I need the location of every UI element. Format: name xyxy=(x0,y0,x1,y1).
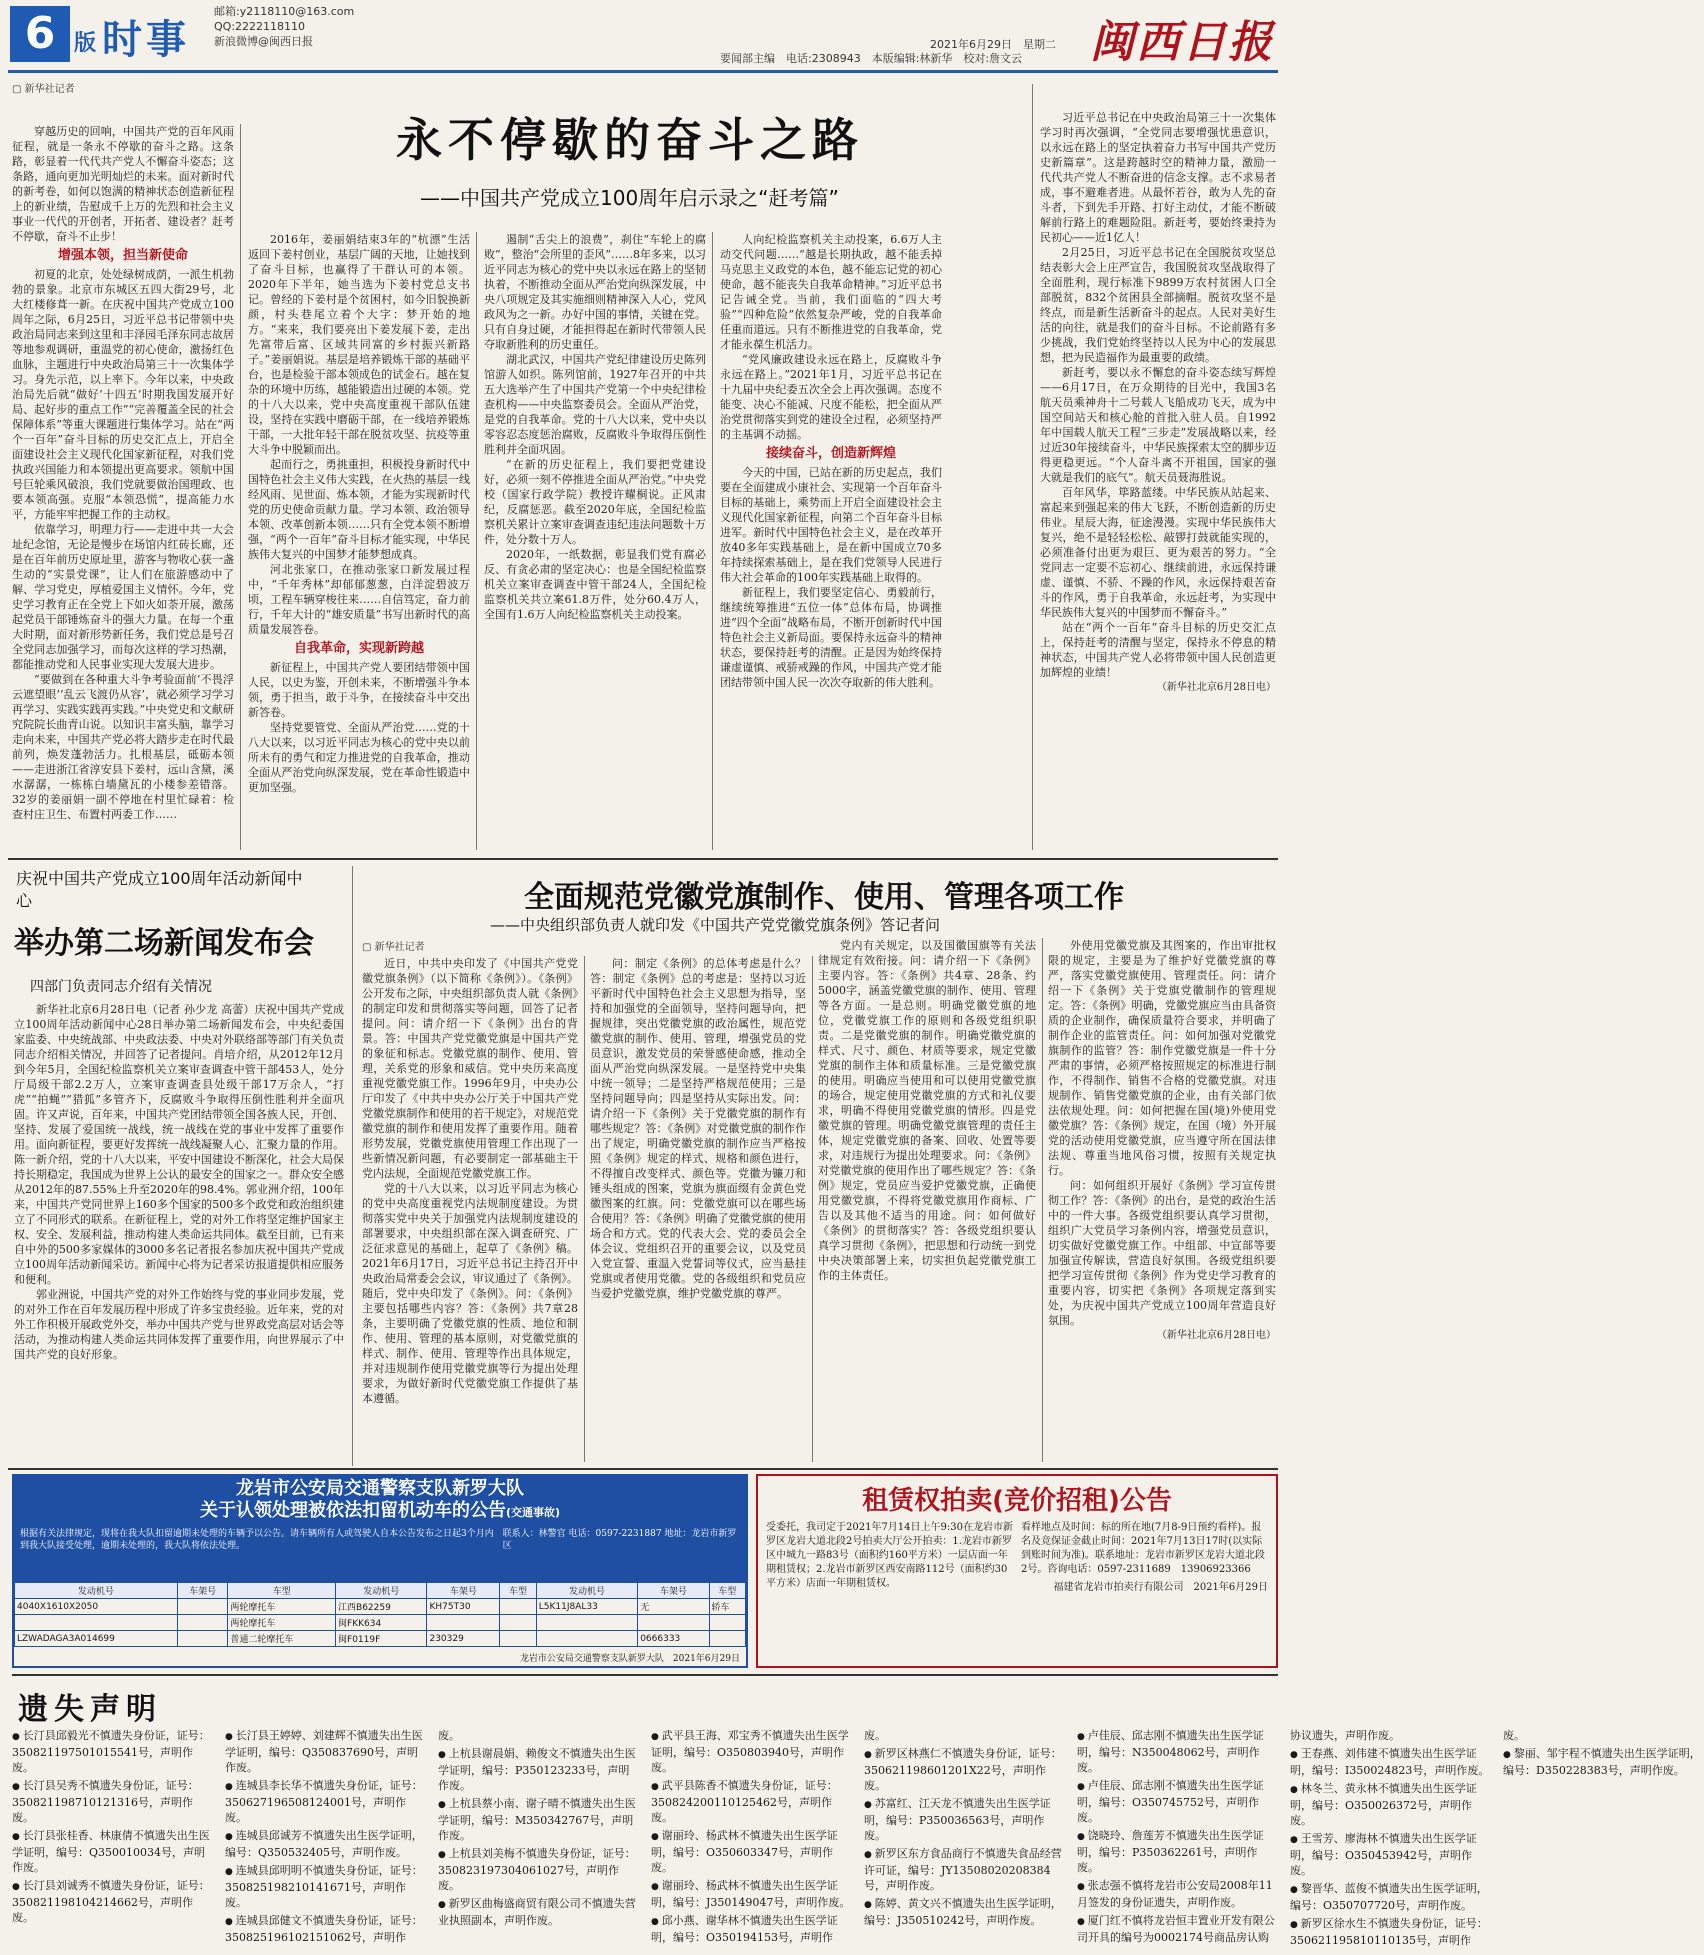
police-table-row xyxy=(15,1599,746,1615)
article1-col4 xyxy=(720,232,942,852)
police-table-header: 发动机号 xyxy=(15,1583,178,1599)
article1-para: 新赶考，要以永不懈怠的奋斗姿态续写辉煌——6月17日，在万众期待的目光中，我国3名航天员乘神舟十二号载人飞船成功飞天，成为中国空间站天和核心舱的首批入驻人员。自1992年中国载人航天工程“三步走”发展战略以来，经过近30年接续奋斗，中华民族探索太空的脚步迈得更稳更远。“个人奋斗离不开祖国，国家的强大就是我们的底气”。航天员聂海胜说。 xyxy=(1040,366,1276,484)
article1-para: 百年风华，筚路蓝缕。中华民族从站起来、富起来到强起来的伟大飞跃，不断创造新的历史伟业。星辰大海，征途漫漫。实现中华民族伟大复兴，绝不是轻轻松松、敲锣打鼓就能实现的，必须准备付出更为艰巨、更为艰苦的努力。“全党同志一定要不忘初心、继续前进，永远保持谦虚、谨慎、不骄、不躁的作风，永远保持艰苦奋斗的作风，勇于自我革命，永远赶考，为实现中华民族伟大复兴的中国梦而不懈奋斗。” xyxy=(1040,486,1276,619)
article2-para: 郭业洲说，中国共产党的对外工作始终与党的事业同步发展，党的对外工作在百年发展历程中形成了许多宝贵经验。近年来，党的对外工作积极开展政党外交，举办中国共产党与世界政党高层对话会等活动，为推动构建人类命运共同体发挥了重要作用，向世界展示了中国共产党的良好形象。 xyxy=(14,1288,344,1361)
police-table-cell xyxy=(177,1615,228,1631)
article1-para: 站在“两个一百年”奋斗目标的历史交汇点上，保持赶考的清醒与坚定，保持永不停息的精神状态，中国共产党人必将带领中国人民创造更加辉煌的业绩！ xyxy=(1040,621,1276,679)
police-intro: 根据有关法律规定，现将在我大队扣留逾期未处理的车辆予以公告。请车辆所有人或驾驶人自本公告发布之日起3个月内到我大队接受处理，逾期未处理的，我大队将依法处理。 xyxy=(20,1529,494,1551)
police-table-cell: L5K11J8AL33 xyxy=(536,1599,637,1615)
article1-para: 今天的中国，已站在新的历史起点，我们要在全面建成小康社会、实现第一个百年奋斗目标的基础上，乘势而上开启全面建设社会主义现代化国家新征程，向第二个百年奋斗目标进军。新时代中国特色社会主义，是在改革开放40多年实践基础上，是在新中国成立70多年持续探索基础上，是在我们党领导人民进行伟大社会革命的100年实践基础上取得的。 xyxy=(720,466,942,584)
police-footer: 龙岩市公安局交通警察支队新罗大队 2021年6月29日 xyxy=(519,1654,740,1664)
article3-para: 问：如何组织开展好《条例》学习宣传贯彻工作？答：《条例》的出台，是党的政治生活中的一件大事。各级党组织要认真学习贯彻，组织广大党员学习条例内容，增强党员意识，切实做好党徽党旗工作。中组部、中宣部等要加强宣传解读，营造良好氛围。各级党组织要把学习宣传贯彻《条例》作为党史学习教育的重要内容，切实把《条例》各项规定落到实处，为庆祝中国共产党成立100周年营造良好氛围。 xyxy=(1048,1179,1276,1327)
article1-para: 2月25日，习近平总书记在全国脱贫攻坚总结表彰大会上庄严宣告，我国脱贫攻坚战取得了全面胜利，现行标准下9899万农村贫困人口全部脱贫，832个贫困县全部摘帽。脱贫攻坚不是终点，而是新生活新奋斗的起点。人民对美好生活的向往，就是我们的奋斗目标。不论前路有多少挑战，我们党始终坚持以人民为中心的发展思想，把为民造福作为最重要的政绩。 xyxy=(1040,246,1276,364)
article1-title: 永不停歇的奋斗之路 xyxy=(396,113,864,167)
article3-para: 党的十八大以来，以习近平同志为核心的党中央高度重视党内法规制度建设。为贯彻落实党中央关于加强党内法规制度建设的部署要求，中央组织部在深入调查研究、广泛征求意见的基础上，起草了《条例》稿。2021年6月17日，习近平总书记主持召开中央政治局常委会会议，审议通过了《条例》。随后，党中央印发了《条例》。问：《条例》主要包括哪些内容？答：《条例》共7章28条，主要明确了党徽党旗的性质、地位和制作、使用、管理的基本原则，对党徽党旗的样式、制作、使用、管理等作出具体规定，并对违规制作使用党徽党旗等行为提出处理要求，为做好新时代党徽党旗工作提供了基本遵循。 xyxy=(362,1182,578,1405)
article2-kicker: 庆祝中国共产党成立100周年活动新闻中心 xyxy=(16,869,303,910)
lost-item: ● 卢佳辰、邱志刚不慎遗失出生医学证明，编号：N350048062号，声明作废。 xyxy=(1077,1728,1278,1775)
police-table-cell xyxy=(709,1615,745,1631)
masthead-logo: 闽西日报 xyxy=(1090,17,1274,68)
lost-item: ● 武平县陈香不慎遗失身份证，证号：350824200110125462号，声明作废。 xyxy=(651,1778,852,1825)
article1-para: “在新的历史征程上，我们要把党建设好，必须一刻不停推进全面从严治党。”中央党校（国家行政学院）教授许耀桐说。正风肃纪，反腐惩恶。截至2020年底，全国纪检监察机关累计立案审查调查违纪违法问题数十万件，处分数十万人。 xyxy=(484,458,706,546)
lost-item: ● 连城县邱诚芳不慎遗失出生医学证明，编号：Q350532405号，声明作废。 xyxy=(225,1828,426,1860)
section-title: 时事 xyxy=(102,17,190,63)
lost-item: ● 林冬兰、黄永林不慎遗失出生医学证明，编号：O350026372号，声明作废。 xyxy=(1290,1781,1491,1828)
article2-title: 举办第二场新闻发布会 xyxy=(14,926,314,961)
article1-subtitle: ——中国共产党成立100周年启示录之“赶考篇” xyxy=(420,186,839,210)
lost-item: ● 上杭县谢晨娟、赖俊文不慎遗失出生医学证明，编号：P350123233号，声明作废。 xyxy=(438,1746,639,1793)
article1-para: 坚持党要管党、全面从严治党……党的十八大以来，以习近平同志为核心的党中央以前所未有的勇气和定力推进党的自我革命，推动全面从严治党向纵深发展，党在革命性锻造中更加坚强。 xyxy=(248,721,470,794)
lost-item: ● 新罗区徐水生不慎遗失身份证，证号：350621195810110135号，声明作废。 xyxy=(1290,1728,1704,1948)
article1-para: 起而行之，勇挑重担，积极投身新时代中国特色社会主义伟大实践，在火热的基层一线经风雨、见世面、炼本领，才能为实现新时代党的历史使命贡献力量。学习本领、政治领导本领、改革创新本领……只有全党本领不断增强，“两个一百年”奋斗目标才能实现，中华民族伟大复兴的中国梦才能梦想成真。 xyxy=(248,458,470,561)
article2-subtitle: 四部门负责同志介绍有关情况 xyxy=(30,979,212,995)
auction-footer: 福建省龙岩市拍卖行有限公司 2021年6月29日 xyxy=(1053,1582,1268,1593)
police-table-header: 车架号 xyxy=(427,1583,500,1599)
article2-body xyxy=(14,1002,344,1464)
article3-credit: （新华社北京6月28日电） xyxy=(1156,1330,1276,1341)
police-table-cell xyxy=(500,1599,536,1615)
police-table-header: 车架号 xyxy=(177,1583,228,1599)
lost-item: ● 长汀县刘诚秀不慎遗失身份证，证号：350821198104214662号，声明作废。 xyxy=(12,1878,213,1925)
police-table-cell: 两轮摩托车 xyxy=(228,1599,336,1615)
police-table-cell xyxy=(177,1631,228,1647)
article1-subhead: 自我革命，实现新跨越 xyxy=(293,641,424,656)
lost-item: ● 厦门红不慎将龙岩恒丰置业开发有限公司开具的编号为0002174号商品房认购协议遗失，声明作废。 xyxy=(1077,1728,1491,1948)
article1-col5 xyxy=(1040,110,1276,852)
page-header xyxy=(0,0,1286,68)
police-table-header: 车型 xyxy=(228,1583,336,1599)
police-table xyxy=(14,1582,746,1647)
police-table-cell xyxy=(638,1615,709,1631)
auction-title: 租赁权拍卖(竞价招租)公告 xyxy=(862,1486,1172,1516)
article1-para: 遏制“舌尖上的浪费”，刹住“车轮上的腐败”，整治“会所里的歪风”……8年多来，以习近平同志为核心的党中央以永远在路上的坚韧执着，不断推动全面从严治党向纵深发展，中央八项规定及其实施细则精神深入人心，党风政风为之一新。办好中国的事情，关键在党。只有自身过硬，才能担得起在新时代带领人民夺取新胜利的历史重任。 xyxy=(484,233,706,351)
lost-item: ● 连城县邱明明不慎遗失身份证，证号：350825198210141671号，声明作废。 xyxy=(225,1863,426,1910)
article3-col3 xyxy=(818,938,1036,1464)
lost-item: ● 张志强不慎将龙岩市公安局2008年11月签发的身份证遗失，声明作废。 xyxy=(1077,1878,1278,1910)
header-editor: 要闻部主编 电话:2308943 本版编辑:林新华 校对:詹文云 xyxy=(720,52,1023,65)
lost-item: ● 长汀县邱毅光不慎遗失身份证，证号：350821197501015541号，声明作废。 xyxy=(12,1728,213,1775)
police-table-cell xyxy=(427,1615,500,1631)
article1-para: “要做到在各种重大斗争考验面前‘不畏浮云遮望眼’‘乱云飞渡仍从容’，就必须学习学习再学习、实践实践再实践。”中央党史和文献研究院院长曲青山说。以知识丰富头脑，靠学习走向未来，中国共产党必将大踏步走在时代最前列，焕发蓬勃活力。扎根基层，砥砺本领——走进浙江省淳安县下姜村，远山含黛，溪水潺潺，一栋栋白墙黛瓦的小楼参差错落。32岁的姜丽娟一副不停地在村里忙碌着：检查村庄卫生、布置村两委工作…… xyxy=(12,673,234,821)
article1-para: 湖北武汉，中国共产党纪律建设历史陈列馆游人如织。陈列馆前，1927年召开的中共五大选举产生了中国共产党第一个中央纪律检查机构——中央监察委员会。全面从严治党，是党的自我革命。党的十八大以来，党中央以零容忍态度惩治腐败，反腐败斗争取得压倒性胜利并全面巩固。 xyxy=(484,353,706,456)
article3-para: 问：制定《条例》的总体考虑是什么？答：制定《条例》总的考虑是：坚持以习近平新时代中国特色社会主义思想为指导，坚持和加强党的全面领导，坚持问题导向，把握规律，突出党徽党旗的政治属性，规范党徽党旗的制作、使用、管理，增强党员的党员意识，激发党员的荣誉感使命感，推动全面从严治党向纵深发展。一是坚持党中央集中统一领导；二是坚持严格规范使用；三是坚持问题导向；四是坚持从实际出发。问：请介绍一下《条例》关于党徽党旗的制作有哪些规定？答：《条例》对党徽党旗的制作作出了规定，明确党徽党旗的制作应当严格按照《条例》规定的样式、规格和颜色进行，不得擅自改变样式、颜色等。党徽为镰刀和锤头组成的图案，党旗为旗面缀有金黄色党徽图案的红旗。问：党徽党旗可以在哪些场合使用？答：《条例》明确了党徽党旗的使用场合和方式。党的代表大会、党的委员会全体会议、党组织召开的重要会议，以及党员入党宣誓、重温入党誓词等仪式，应当悬挂党旗或者使用党徽。党的各级组织和党员应当爱护党徽党旗，维护党徽党旗的尊严。 xyxy=(590,957,806,1300)
article1-para: “党风廉政建设永远在路上，反腐败斗争永远在路上。”2021年1月，习近平总书记在十九届中央纪委五次全会上再次强调。态度不能变、决心不能减、尺度不能松，把全面从严治党贯彻落实到党的建设全过程，必须坚持严的主基调不动摇。 xyxy=(720,353,942,441)
lost-item: ● 黎丽、邹宇程不慎遗失出生医学证明，编号：D350228383号，声明作废。 xyxy=(1503,1746,1704,1778)
article1-col2 xyxy=(248,232,470,852)
lost-item: ● 长汀县张桂香、林康倩不慎遗失出生医学证明，编号：Q350010034号，声明作废。 xyxy=(12,1828,213,1875)
header-email: 邮箱:y2118110@163.com xyxy=(214,5,355,18)
lost-item: ● 谢丽玲、杨武林不慎遗失出生医学证明，编号：J350149047号，声明作废。 xyxy=(651,1878,852,1910)
header-qq: QQ:2222118110 xyxy=(214,20,306,33)
police-table-cell: LZWADAGA3A014699 xyxy=(15,1631,178,1647)
article3-title: 全面规范党徽党旗制作、使用、管理各项工作 xyxy=(524,880,1124,915)
police-table-header: 车型 xyxy=(709,1583,745,1599)
article1-subhead: 增强本领，担当新使命 xyxy=(57,248,188,263)
police-table-cell xyxy=(500,1615,536,1631)
lost-title: 遗失声明 xyxy=(18,1692,162,1727)
lost-item: ● 新罗区东方食品商行不慎遗失食品经营许可证，编号：JY13508020208384号，声明作废。 xyxy=(864,1846,1065,1893)
police-table-cell xyxy=(536,1631,637,1647)
lost-item: ● 王雪芳、廖海林不慎遗失出生医学证明，编号：O350453942号，声明作废。 xyxy=(1290,1831,1491,1878)
police-table-cell: 0666333 xyxy=(638,1631,709,1647)
police-table-cell xyxy=(500,1631,536,1647)
police-table-cell: 闽F0119F xyxy=(336,1631,427,1647)
article3-para: 外使用党徽党旗及其图案的，作出审批权限的规定，主要是为了维护好党徽党旗的尊严，落实党徽党旗使用、管理责任。问：请介绍一下《条例》关于党旗党徽制作的管理规定。答：《条例》明确，党徽党旗应当由具备资质的企业制作，确保质量符合要求，并明确了制作企业的监管责任。问：如何加强对党徽党旗制作的监管？答：制作党徽党旗是一件十分严肃的事情，必须严格按照规定的标准进行制作，不得制作、销售不合格的党徽党旗。对违规制作、销售党徽党旗的企业，由有关部门依法依规处理。问：如何把握在国(境)外使用党徽党旗？答：《条例》规定，在国（境）外开展党的活动使用党徽党旗，应当遵守所在国法律法规、尊重当地风俗习惯，按照有关规定执行。 xyxy=(1048,939,1276,1177)
police-title2-tag: (交通事故) xyxy=(505,1506,561,1519)
auction-body2: 看样地点及时间：标的所在地(7月8-9日预约看样)。报名及竞保证金截止时间：2021年7月13日17时(以实际到账时间为准)。联系地址：龙岩市新罗区龙岩大道北段2号。咨询电话：0597-2311689 13906923366 xyxy=(1021,1522,1265,1575)
police-table-cell: 230329 xyxy=(427,1631,500,1647)
auction-notice xyxy=(756,1474,1278,1668)
article1-byline: ▢ 新华社记者 xyxy=(12,84,75,95)
lost-item: ● 谢丽玲、杨武林不慎遗失出生医学证明，编号：O350603347号，声明作废。 xyxy=(651,1828,852,1875)
lost-item: ● 上杭县蔡小南、谢子晴不慎遗失出生医学证明，编号：M350342767号，声明作废。 xyxy=(438,1796,639,1843)
police-table-cell: 两轮摩托车 xyxy=(228,1615,336,1631)
article3-col1 xyxy=(362,956,578,1464)
article1-para: 2016年，姜丽娟结束3年的“杭漂”生活返回下姜村创业，基层广阔的天地，让她找到了奋斗目标，也赢得了干群认可的本领。2020年下半年，她当选为下姜村党总支书记。曾经的下姜村是个贫困村，如今旧貌换新颜，村头巷尾立着个大字：梦开始的地方。“来来，我们要亮出下姜发展下姜，走出先富带后富、区域共同富的乡村振兴新路子。”姜丽娟说。基层是培养锻炼干部的基础平台，也是检验干部本领成色的试金石。越在复杂的环境中历练，越能锻造出过硬的本领。党的十八大以来，党中央高度重视干部队伍建设，坚持在实践中磨砺干部，在一线培养锻炼干部，一大批年轻干部在脱贫攻坚、抗疫等重大斗争中脱颖而出。 xyxy=(248,233,470,456)
article1-para: 习近平总书记在中央政治局第三十一次集体学习时再次强调，“全党同志要增强忧患意识，以永远在路上的坚定执着奋力书写中国共产党历史新篇章”。这是跨越时空的精神力量，激励一代代共产党人不断奋进的信念支撑。志不求易者成，事不避难者进。从最怀若谷，敢为人先的奋斗者，下到先手开路、打好主动仗，才能不断破解前行路上的难题险阻。新赶考，要始终秉持为民初心——近1亿人！ xyxy=(1040,111,1276,244)
police-table-cell: 普通二轮摩托车 xyxy=(228,1631,336,1647)
police-table-cell xyxy=(15,1615,178,1631)
lost-columns xyxy=(12,1728,1701,1948)
police-contact: 联系人：林警官 电话：0597-2231887 地址：龙岩市新罗区 xyxy=(502,1529,737,1551)
police-table-cell: 4040X1610X2050 xyxy=(15,1599,178,1615)
article1-subhead: 接续奋斗，创造新辉煌 xyxy=(765,446,896,461)
police-table-cell: 无 xyxy=(638,1599,709,1615)
lost-item: ● 黎晋华、蓝俊不慎遗失出生医学证明，编号：O350707720号，声明作废。 xyxy=(1290,1881,1491,1913)
police-table-cell: 江西B62259 xyxy=(336,1599,427,1615)
article1-para: 新征程上，中国共产党人要团结带领中国人民，以史为鉴，开创未来，不断增强斗争本领，勇于担当，敢于斗争，在接续奋斗中交出新答卷。 xyxy=(248,661,470,719)
lost-item: ● 长汀县王婷婷、刘建辉不慎遗失出生医学证明，编号：Q350837690号，声明作废。 xyxy=(225,1728,426,1775)
lost-item: ● 卢佳辰、邱志刚不慎遗失出生医学证明，编号：O350745752号，声明作废。 xyxy=(1077,1778,1278,1825)
police-table-cell xyxy=(177,1599,228,1615)
lost-item: ● 饶晓玲、詹莲芳不慎遗失出生医学证明，编号：P350362261号，声明作废。 xyxy=(1077,1828,1278,1875)
lost-notices xyxy=(12,1674,1701,1948)
lost-item: ● 陈婷、黄文兴不慎遗失出生医学证明，编号：J350510242号，声明作废。 xyxy=(864,1896,1065,1928)
article1-para: 初夏的北京，处处绿树成荫，一派生机勃勃的景象。北京市东城区五四大街29号，北大红楼修葺一新。在庆祝中国共产党成立100周年之际，6月25日，习近平总书记带领中央政治局同志来到这里和丰泽园毛泽东同志故居等地参观调研，重温党的初心使命，激扬红色血脉，主题进行中央政治局第三十一次集体学习。身先示范，以上率下。今年以来，中央政治局先后就“做好‘十四五’时期我国发展开好局、起好步的重点工作”“完善覆盖全民的社会保障体系”等重大课题进行集体学习。站在“两个一百年”奋斗目标的历史交汇点上，开启全面建设社会主义现代化国家新征程，对我们党执政兴国能力和本领提出更高要求。领航中国号巨轮乘风破浪，我们党就要做治国理政、也要本领高强。克服“本领恐慌”，提高能力水平，方能牢牢把握工作的主动权。 xyxy=(12,268,234,521)
police-table-row xyxy=(15,1631,746,1647)
police-table-cell xyxy=(709,1631,745,1647)
lost-item: ● 苏富红、江天龙不慎遗失出生医学证明，编号：P350036563号，声明作废。 xyxy=(864,1796,1065,1843)
police-table-header: 发动机号 xyxy=(536,1583,637,1599)
page-number-badge xyxy=(10,6,70,62)
page-suffix: 版 xyxy=(74,31,97,56)
article1-para: 穿越历史的回响，中国共产党的百年风雨征程，就是一条永不停歇的奋斗之路。这条路，彰显着一代代共产党人不懈奋斗姿态；这条路，通向更加光明灿烂的未来。面对新时代的新考卷，如何以饱满的精神状态创造新征程上的新业绩，告慰成千上万的先烈和社会主义事业一代代的开创者，开拓者、建设者？赶考不停歇，奋斗不止步！ xyxy=(12,125,234,243)
lost-item: ● 王春燕、刘伟建不慎遗失出生医学证明，编号：I350024823号，声明作废。 xyxy=(1290,1746,1491,1778)
police-title1: 龙岩市公安局交通警察支队新罗大队 xyxy=(236,1478,524,1499)
article3-byline: ▢ 新华社记者 xyxy=(362,942,425,953)
article3-col2 xyxy=(590,956,806,1464)
auction-body: 受委托，我司定于2021年7月14日上午9:30在龙岩市新罗区龙岩大道北段2号拍卖大厅公开拍卖：1.龙岩市新罗区中城九一路83号（面积约160平方米）一层店面一年期租赁权；2.龙岩市新罗区西安南路112号（面积约30平方米）店面一年期租赁权。 xyxy=(766,1522,1013,1589)
police-table-row xyxy=(15,1615,746,1631)
police-table-cell: 轿车 xyxy=(709,1599,745,1615)
police-table-cell xyxy=(536,1615,637,1631)
article1-col3 xyxy=(484,232,706,852)
lost-item: ● 新罗区林燕仁不慎遗失身份证，证号：350621198601201X22号，声明作废。 xyxy=(864,1746,1065,1793)
article1-credit: （新华社北京6月28日电） xyxy=(1156,682,1276,693)
article1-para: 依靠学习，明理力行——走进中共一大会址纪念馆，无论是慢步在场馆内红砖长廊，还是在百年前历史原址里，游客与物收心获一盏生动的“实景党课”，让人们在旅游感动中了解、学习党史，厚植爱国主义情怀。今年，党史学习教育正在全党上下如火如荼开展，激荡起党员干部锤炼奋斗的强大力量。在每一个重大时期，面对新形势新任务，我们党总是号召全党同志加强学习，而每次这样的学习热潮，都能推动党和人民事业实现大发展大进步。 xyxy=(12,523,234,671)
page-number: 6 xyxy=(24,8,56,59)
lost-item: ● 上杭县刘美梅不慎遗失身份证，证号：350823197304061027号，声明作废。 xyxy=(438,1846,639,1893)
article3-col4 xyxy=(1048,938,1276,1464)
article3-para: 近日，中共中央印发了《中国共产党党徽党旗条例》（以下简称《条例》）。《条例》公开发布之际，中央组织部负责人就《条例》的制定印发和贯彻落实等问题，回答了记者提问。问：请介绍一下《条例》出台的背景。答：中国共产党党徽党旗是中国共产党的象征和标志。党徽党旗的制作、使用、管理，关系党的形象和威信。党中央历来高度重视党徽党旗工作。1996年9月，中央办公厅印发了《中共中央办公厅关于中国共产党党徽党旗制作和使用的若干规定》，对规范党徽党旗的制作和使用发挥了重要作用。随着形势发展，党徽党旗使用管理工作出现了一些新情况新问题，有必要制定一部基础主干党内法规，全面规范党徽党旗工作。 xyxy=(362,957,578,1180)
police-title2: 关于认领处理被依法扣留机动车的公告 xyxy=(199,1500,506,1521)
article1-para: 河北张家口，在推动张家口新发展过程中，“千年秀林”却郁郁葱葱，白洋淀碧波万顷，工程车辆穿梭往来……自信笃定，奋力前行，千年大计的“雄安质量”书写出新时代的高质量发展答卷。 xyxy=(248,563,470,636)
police-table-cell: KH75T30 xyxy=(427,1599,500,1615)
police-banner xyxy=(14,1476,746,1526)
lost-item: ● 武平县王海、邓宝秀不慎遗失出生医学证明，编号：O350803940号，声明作废。 xyxy=(651,1728,852,1775)
police-table-header: 车型 xyxy=(500,1583,536,1599)
article3-subtitle: ——中央组织部负责人就印发《中国共产党党徽党旗条例》答记者问 xyxy=(490,916,941,934)
police-table-header: 车架号 xyxy=(638,1583,709,1599)
header-date: 2021年6月29日 星期二 xyxy=(930,38,1056,51)
lost-item: ● 长汀县吴秀不慎遗失身份证，证号：350821198710121316号，声明作废。 xyxy=(12,1778,213,1825)
article1-para: 2020年，一纸数据，彰显我们党有腐必反、有贪必肃的坚定决心：也是全国纪检监察机关立案审查调查中管干部24人，全国纪检监察机关共立案61.8万件，处分60.4万人，全国有1.6万人向纪检监察机关主动投案。 xyxy=(484,548,706,621)
article1-para: 新征程上，我们要坚定信心、勇毅前行，继续统筹推进“五位一体”总体布局，协调推进“四个全面”战略布局，不断开创新时代中国特色社会主义新局面。要保持永远奋斗的精神状态，要保持赶考的清醒。正是因为始终保持谦虚谨慎、戒骄戒躁的作风，中国共产党才能团结带领中国人民一次次夺取新的伟大胜利。 xyxy=(720,586,942,689)
lost-item: ● 新罗区曲梅盛商贸有限公司不慎遗失营业执照副本，声明作废。 xyxy=(438,1896,639,1928)
lost-item: ● 邱小燕、谢华林不慎遗失出生医学证明，编号：O350194153号，声明作废。 xyxy=(651,1728,1065,1948)
lost-item: ● 连城县李长华不慎遗失身份证，证号：350627196508124001号，声明作废。 xyxy=(225,1778,426,1825)
article1-para: 人向纪检监察机关主动投案，6.6万人主动交代问题……“越是长期执政，越不能丢掉马克思主义政党的本色，越不能忘记党的初心使命，越不能丧失自我革命精神。”习近平总书记告诫全党。当前，我们面临的“四大考验”“四种危险”依然复杂严峻，党的自我革命任重而道远。只有不断推进党的自我革命，党才能永葆生机活力。 xyxy=(720,233,942,351)
police-notice xyxy=(12,1474,748,1668)
article1-col1 xyxy=(12,124,234,852)
header-rule xyxy=(8,70,1278,73)
police-table-cell: 闽FKK634 xyxy=(336,1615,427,1631)
police-table-header: 发动机号 xyxy=(336,1583,427,1599)
article3-para: 党内有关规定，以及国徽国旗等有关法律规定有效衔接。问：请介绍一下《条例》主要内容。答：《条例》共4章、28条、约5000字，涵盖党徽党旗的制作、使用、管理等各方面。一是总则。明确党徽党旗的地位，党徽党旗工作的原则和各级党组织职责。二是党徽党旗的制作。明确党徽党旗的样式、尺寸、颜色、材质等要求，规定党徽党旗的制作主体和质量标准。三是党徽党旗的使用。明确应当使用和可以使用党徽党旗的场合，规定使用党徽党旗的方式和礼仪要求，明确不得使用党徽党旗的情形。四是党徽党旗的管理。明确党徽党旗管理的责任主体，规定党徽党旗的备案、回收、处置等要求，对违规行为提出处理要求。问：《条例》对党徽党旗的使用作出了哪些规定？答：《条例》规定，党员应当爱护党徽党旗，正确使用党徽党旗，不得将党徽党旗用作商标、广告以及其他不适当的用途。问：如何做好《条例》的贯彻落实？答：各级党组织要认真学习贯彻《条例》，把思想和行动统一到党中央决策部署上来，切实担负起党徽党旗工作的主体责任。 xyxy=(818,939,1036,1282)
article2-para: 新华社北京6月28日电（记者 孙少龙 高蕾）庆祝中国共产党成立100周年活动新闻中心28日举办第二场新闻发布会，中央纪委国家监委、中央统战部、中央政法委、中央对外联络部等部门有关负责同志介绍相关情况，并回答了记者提问。肖培介绍，从2012年12月到今年5月，全国纪检监察机关立案审查调查中管干部453人，处分厅局级干部2.2万人，立案审查调查县处级干部17万余人，“打虎”“拍蝇”“猎狐”多管齐下，反腐败斗争取得压倒性胜利并全面巩固。许又声说，百年来，中国共产党团结带领全国各族人民，开创、坚持、发展了爱国统一战线，统一战线在党的事业中发挥了重要作用。面向新征程，要更好发挥统一战线凝聚人心、汇聚力量的作用。陈一新介绍，党的十八大以来，平安中国建设不断深化，社会大局保持长期稳定，我国成为世界上公认的最安全的国家之一。群众安全感从2012年的87.55%上升至2020年的98.4%。郭业洲介绍，100年来，中国共产党同世界上160多个国家的500多个政党和政治组织建立了不同形式的联系。在新征程上，党的对外工作将坚定维护国家主权、安全、发展利益，推动构建人类命运共同体。截至目前，已有来自中外的500多家媒体的3000多名记者报名参加庆祝中国共产党成立100周年活动新闻采访。新闻中心将为记者采访报道提供相应服务和便利。 xyxy=(14,1003,344,1286)
header-weibo: 新浪微博@闽西日报 xyxy=(214,35,313,48)
lost-item: ● 连城县邱健文不慎遗失身份证，证号：350825196102151062号，声明作废。 xyxy=(225,1728,639,1948)
section-divider xyxy=(8,858,1278,860)
